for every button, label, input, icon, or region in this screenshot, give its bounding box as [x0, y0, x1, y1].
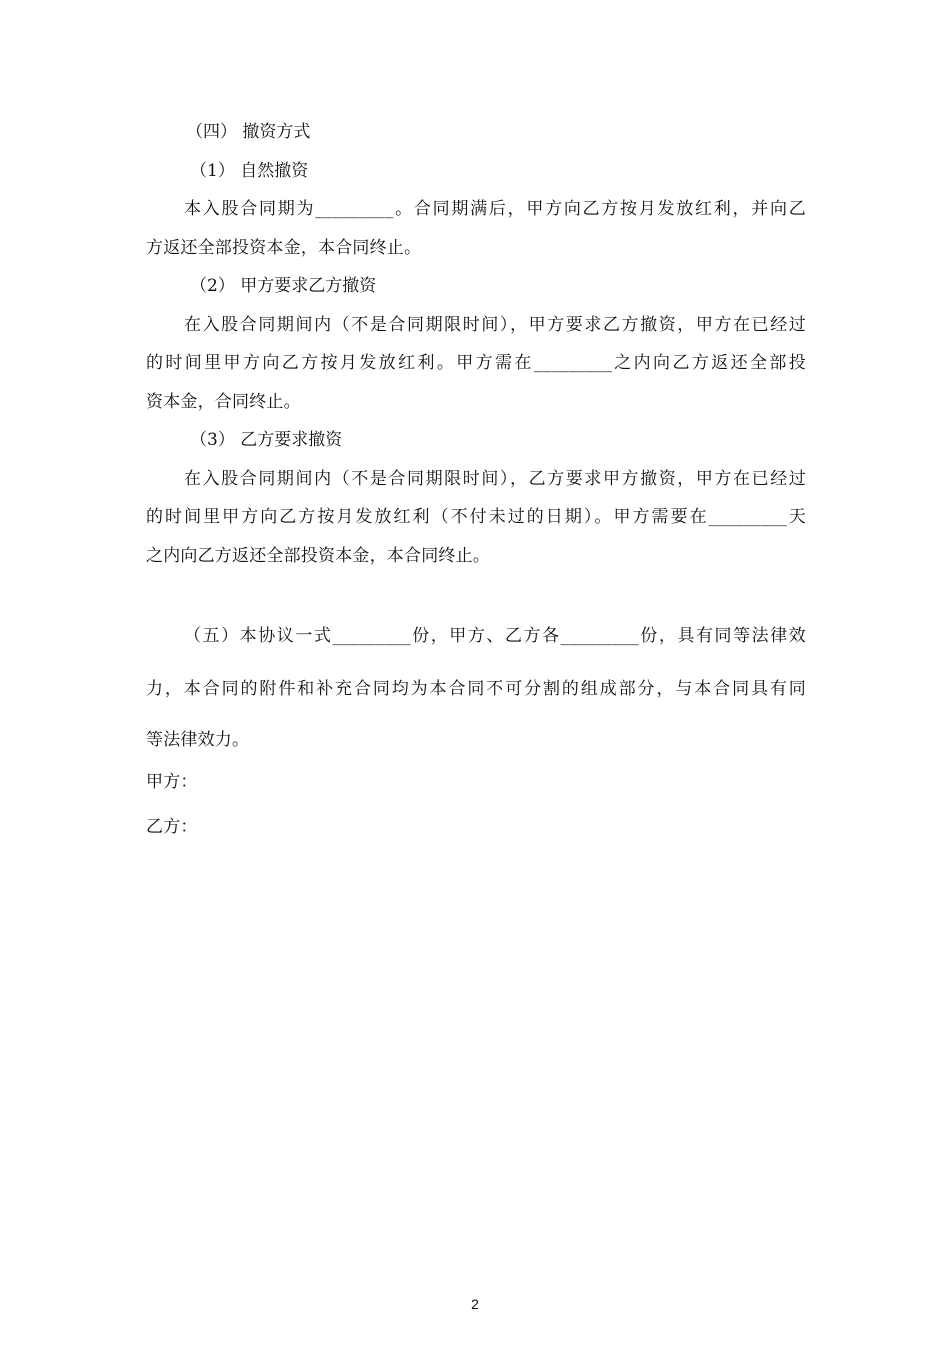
- page-number: 2: [471, 1296, 479, 1312]
- section-5-paragraph-line-1: （五）本协议一式_________份，甲方、乙方各_________份，具有同等法律效: [184, 626, 806, 646]
- subsection-3-paragraph-line-2: 的时间里甲方向乙方按月发放红利（不付未过的日期）。甲方需要在_________天: [146, 507, 806, 527]
- subsection-1-paragraph-line-2: 方返还全部投资本金，本合同终止。: [146, 238, 422, 258]
- party-b-signature-label: 乙方：: [146, 817, 198, 837]
- subsection-3-paragraph-line-3: 之内向乙方返还全部投资本金，本合同终止。: [146, 546, 490, 566]
- subsection-2-paragraph-line-2: 的时间里甲方向乙方按月发放红利。甲方需在_________之内向乙方返还全部投: [146, 353, 806, 373]
- subsection-1-heading: （1） 自然撤资: [190, 161, 309, 181]
- subsection-2-heading: （2） 甲方要求乙方撤资: [190, 276, 377, 296]
- subsection-3-heading: （3） 乙方要求撤资: [190, 430, 343, 450]
- section-5-paragraph-line-2: 力，本合同的附件和补充合同均为本合同不可分割的组成部分，与本合同具有同: [146, 679, 806, 699]
- subsection-2-paragraph-line-1: 在入股合同期间内（不是合同期限时间），甲方要求乙方撤资，甲方在已经过: [184, 315, 806, 335]
- subsection-1-paragraph-line-1: 本入股合同期为_________。合同期满后，甲方向乙方按月发放红利，并向乙: [184, 199, 806, 219]
- party-a-signature-label: 甲方：: [146, 772, 198, 792]
- subsection-3-paragraph-line-1: 在入股合同期间内（不是合同期限时间），乙方要求甲方撤资，甲方在已经过: [184, 469, 806, 489]
- section-4-heading: （四） 撤资方式: [186, 122, 311, 142]
- section-5-paragraph-line-3: 等法律效力。: [146, 730, 250, 750]
- subsection-2-paragraph-line-3: 资本金，合同终止。: [146, 392, 301, 412]
